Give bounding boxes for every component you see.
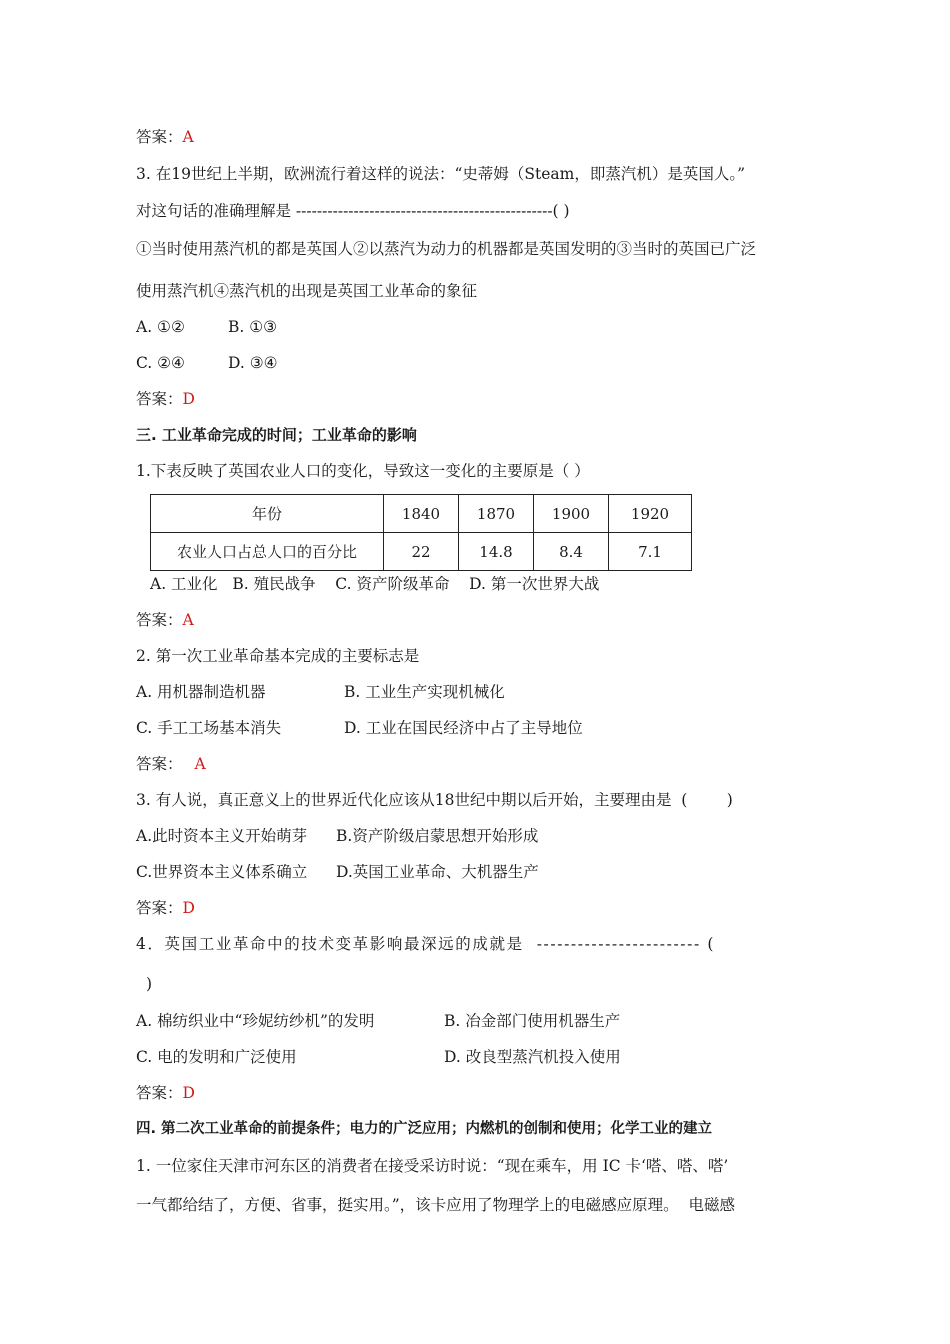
question-text: 1. 一位家住天津市河东区的消费者在接受采访时说：“现在乘车，用 IC 卡‘嗒、嗒、嗒’ bbox=[136, 1157, 729, 1175]
question-text: 一气都给结了，方便、省事，挺实用。”，该卡应用了物理学上的电磁感应原理。 电磁感 bbox=[136, 1196, 736, 1214]
option-line bbox=[136, 681, 822, 703]
table-cell: 1920 bbox=[609, 495, 692, 533]
answer-line bbox=[136, 609, 822, 631]
answer-line bbox=[136, 126, 822, 148]
option-a: A.此时资本主义开始萌芽 bbox=[136, 827, 308, 845]
question-text: ①当时使用蒸汽机的都是英国人②以蒸汽为动力的机器都是英国发明的③当时的英国已广泛 bbox=[136, 240, 757, 258]
answer-value: D bbox=[182, 390, 195, 408]
option-c: C. ②④ bbox=[136, 354, 185, 372]
option-c: C. 电的发明和广泛使用 bbox=[136, 1048, 297, 1066]
option-c: C. 手工工场基本消失 bbox=[136, 719, 282, 737]
option-d: D. 工业在国民经济中占了主导地位 bbox=[344, 719, 583, 737]
option-line bbox=[136, 1010, 822, 1032]
table-header-row bbox=[151, 495, 692, 533]
question-text: 2. 第一次工业革命基本完成的主要标志是 bbox=[136, 647, 420, 665]
answer-label: 答案： bbox=[136, 1084, 183, 1102]
option-line bbox=[136, 717, 822, 739]
table-cell: 1840 bbox=[384, 495, 459, 533]
question-text: 4．英国工业革命中的技术变革影响最深远的成就是 ------------------------ ( bbox=[136, 935, 715, 953]
option-line bbox=[136, 1046, 822, 1068]
table-cell: 农业人口占总人口的百分比 bbox=[151, 533, 384, 571]
answer-label: 答案： bbox=[136, 611, 183, 629]
option-a: A. ①② bbox=[136, 318, 185, 336]
table-cell: 1870 bbox=[459, 495, 534, 533]
option-line bbox=[136, 316, 822, 338]
answer-value: D bbox=[182, 899, 195, 917]
answer-line bbox=[136, 897, 822, 919]
question-text: 3. 在19世纪上半期，欧洲流行着这样的说法：“史蒂姆（Steam，即蒸汽机）是英国人。” bbox=[136, 165, 745, 183]
answer-value: A bbox=[182, 128, 194, 146]
option-b: B. 工业生产实现机械化 bbox=[344, 683, 505, 701]
table-cell: 7.1 bbox=[609, 533, 692, 571]
table-cell: 年份 bbox=[151, 495, 384, 533]
option-b: B. 冶金部门使用机器生产 bbox=[444, 1012, 621, 1030]
option-d: D. ③④ bbox=[228, 354, 278, 372]
option-a: A. 棉纺织业中“珍妮纺纱机”的发明 bbox=[136, 1012, 375, 1030]
population-table bbox=[150, 494, 692, 571]
answer-line bbox=[136, 753, 822, 775]
table-row bbox=[151, 533, 692, 571]
option-c: C.世界资本主义体系确立 bbox=[136, 863, 308, 881]
answer-value: A bbox=[194, 755, 206, 773]
option-line bbox=[136, 861, 822, 883]
option-b: B. ①③ bbox=[228, 318, 278, 336]
answer-line bbox=[136, 1082, 822, 1104]
question-text: 对这句话的准确理解是 -------------------------------------------------( ) bbox=[136, 202, 570, 220]
option-b: B.资产阶级启蒙思想开始形成 bbox=[336, 827, 539, 845]
section-heading: 四. 第二次工业革命的前提条件；电力的广泛应用；内燃机的创制和使用；化学工业的建立 bbox=[136, 1121, 713, 1137]
answer-label: 答案： bbox=[136, 128, 183, 146]
table-cell: 22 bbox=[384, 533, 459, 571]
table-cell: 8.4 bbox=[534, 533, 609, 571]
question-text: 3. 有人说，真正意义上的世界近代化应该从18世纪中期以后开始，主要理由是 ( ) bbox=[136, 791, 733, 809]
answer-label: 答案： bbox=[136, 755, 183, 773]
section-heading: 三. 工业革命完成的时间；工业革命的影响 bbox=[136, 426, 417, 444]
answer-value: D bbox=[182, 1084, 195, 1102]
option-line bbox=[136, 825, 822, 847]
option-a: A. 用机器制造机器 bbox=[136, 683, 266, 701]
question-text: 使用蒸汽机④蒸汽机的出现是英国工业革命的象征 bbox=[136, 282, 478, 300]
answer-label: 答案： bbox=[136, 899, 183, 917]
option-d: D.英国工业革命、大机器生产 bbox=[336, 863, 539, 881]
table-cell: 1900 bbox=[534, 495, 609, 533]
question-text: ) bbox=[146, 975, 153, 993]
answer-label: 答案： bbox=[136, 390, 183, 408]
option-line: A. 工业化 B. 殖民战争 C. 资产阶级革命 D. 第一次世界大战 bbox=[150, 575, 600, 593]
answer-line bbox=[136, 388, 822, 410]
table-cell: 14.8 bbox=[459, 533, 534, 571]
question-text: 1.下表反映了英国农业人口的变化，导致这一变化的主要原是（ ） bbox=[136, 462, 590, 480]
answer-value: A bbox=[182, 611, 194, 629]
option-line bbox=[136, 352, 822, 374]
option-d: D. 改良型蒸汽机投入使用 bbox=[444, 1048, 621, 1066]
